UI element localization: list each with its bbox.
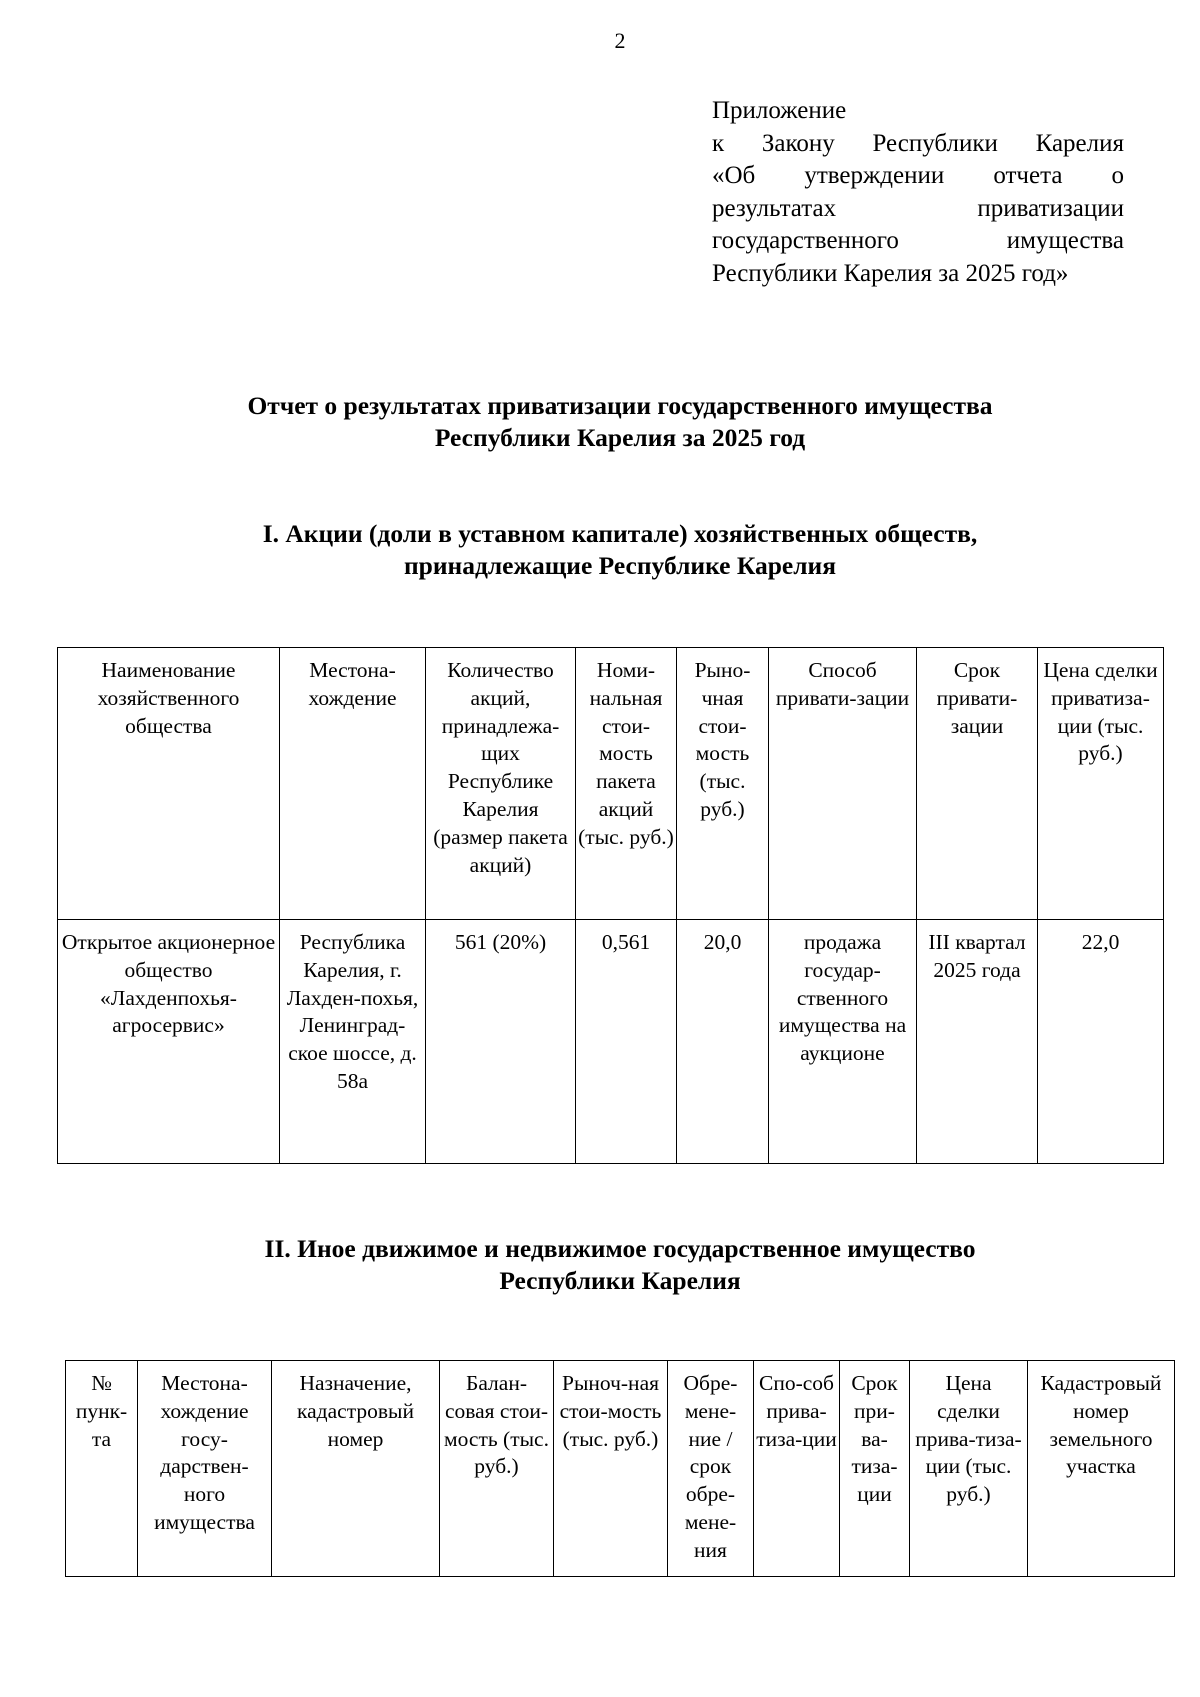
header-item-number: № пунк-та bbox=[66, 1361, 138, 1577]
cell-price: 22,0 bbox=[1038, 920, 1164, 1164]
appendix-line: к Закону Республики Карелия bbox=[712, 129, 1124, 157]
report-title bbox=[0, 390, 1200, 454]
appendix-note bbox=[712, 95, 1124, 290]
table-header-row bbox=[58, 648, 1164, 920]
property-table bbox=[65, 1360, 1175, 1577]
cell-term: III квартал 2025 года bbox=[917, 920, 1038, 1164]
report-title-line: Отчет о результатах приватизации государственного имущества bbox=[247, 391, 993, 420]
header-term: Срок привати-зации bbox=[917, 648, 1038, 920]
report-title-line: Республики Карелия за 2025 год bbox=[434, 423, 806, 452]
section2-title-line: II. Иное движимое и недвижимое государственное имущество bbox=[264, 1234, 976, 1263]
header-company-name: Наименование хозяйственного общества bbox=[58, 648, 280, 920]
header-market-value: Рыно-чная стои-мость (тыс. руб.) bbox=[677, 648, 769, 920]
cell-market-value: 20,0 bbox=[677, 920, 769, 1164]
header-shares-count: Количество акций, принадлежа-щих Республике Карелия (размер пакета акций) bbox=[426, 648, 576, 920]
header-purpose: Назначение, кадастровый номер bbox=[272, 1361, 440, 1577]
section1-title-line: I. Акции (доли в уставном капитале) хозяйственных обществ, bbox=[262, 519, 978, 548]
table-row bbox=[58, 920, 1164, 1164]
header-land-cadastral-number: Кадастровый номер земельного участка bbox=[1028, 1361, 1175, 1577]
header-nominal-value: Номи-нальная стои-мость пакета акций (тыс. руб.) bbox=[576, 648, 677, 920]
cell-method: продажа государ-ственного имущества на аукционе bbox=[769, 920, 917, 1164]
cell-shares-count: 561 (20%) bbox=[426, 920, 576, 1164]
section2-title-line: Республики Карелия bbox=[499, 1266, 741, 1295]
table-header-row bbox=[66, 1361, 1175, 1577]
page-number: 2 bbox=[614, 28, 626, 53]
cell-nominal-value: 0,561 bbox=[576, 920, 677, 1164]
section1-title-line: принадлежащие Республике Карелия bbox=[403, 551, 837, 580]
cell-location: Республика Карелия, г. Лахден-похья, Ленинград-ское шоссе, д. 58а bbox=[280, 920, 426, 1164]
header-price: Цена сделки приватиза-ции (тыс. руб.) bbox=[1038, 648, 1164, 920]
header-location: Местона-хождение госу-дарствен-ного имущества bbox=[138, 1361, 272, 1577]
header-price: Цена сделки прива-тиза-ции (тыс. руб.) bbox=[910, 1361, 1028, 1577]
header-method: Спо-соб прива-тиза-ции bbox=[754, 1361, 840, 1577]
cell-company-name: Открытое акционерное общество «Лахденпохья-агросервис» bbox=[58, 920, 280, 1164]
section1-title bbox=[0, 518, 1200, 582]
header-term: Срок при-ва-тиза-ции bbox=[840, 1361, 910, 1577]
appendix-line: Приложение bbox=[712, 97, 847, 124]
appendix-line: государственного имущества bbox=[712, 227, 1124, 254]
section2-title bbox=[0, 1233, 1200, 1297]
header-encumbrance: Обре-мене-ние / срок обре-мене-ния bbox=[668, 1361, 754, 1577]
header-location: Местона-хождение bbox=[280, 648, 426, 920]
appendix-line: Республики Карелия за 2025 год» bbox=[712, 259, 1069, 287]
header-method: Способ привати-зации bbox=[769, 648, 917, 920]
appendix-line: результатах приватизации bbox=[712, 194, 1124, 222]
shares-table bbox=[57, 647, 1164, 1164]
header-market-value: Рыноч-ная стои-мость (тыс. руб.) bbox=[554, 1361, 668, 1577]
appendix-line: «Об утверждении отчета о bbox=[712, 162, 1124, 189]
header-book-value: Балан-совая стои-мость (тыс. руб.) bbox=[440, 1361, 554, 1577]
